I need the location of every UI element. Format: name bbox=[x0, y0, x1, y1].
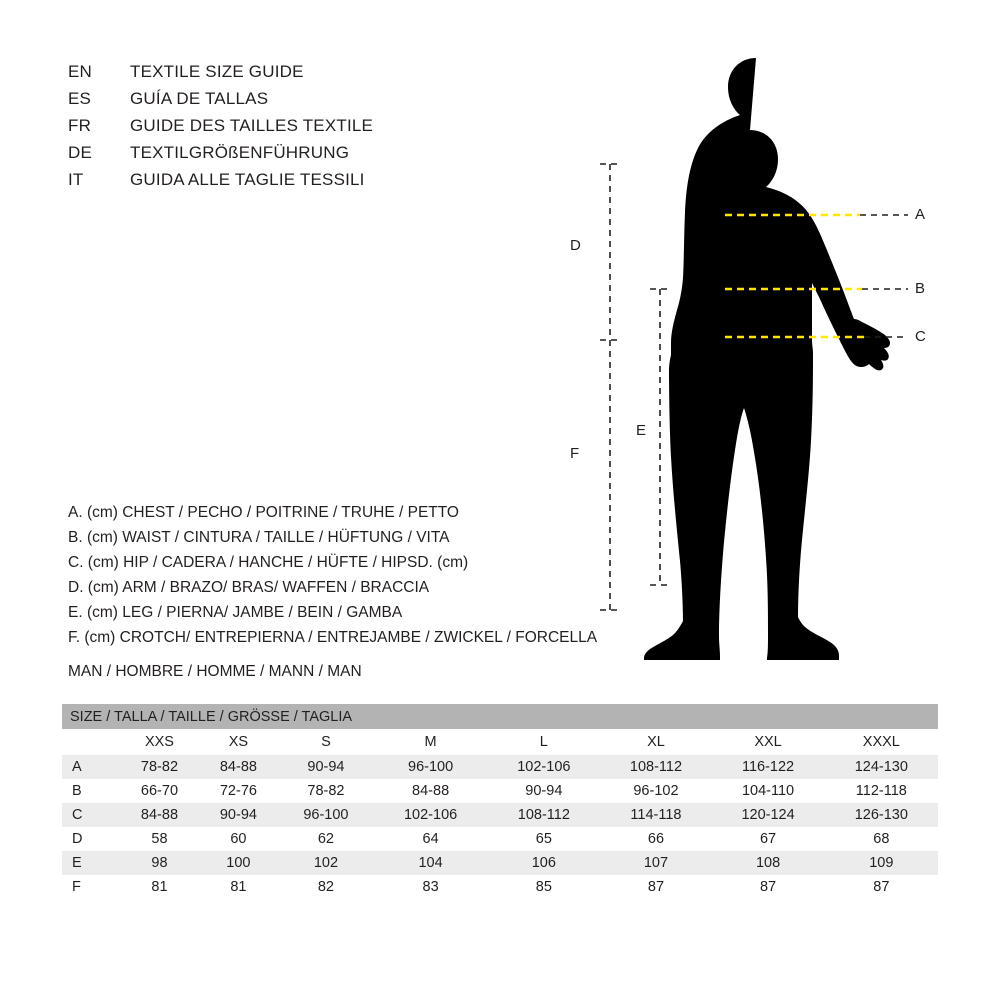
table-cell: 102 bbox=[278, 851, 374, 875]
table-cell: 107 bbox=[600, 851, 711, 875]
size-band-title: SIZE / TALLA / TAILLE / GRÖSSE / TAGLIA bbox=[62, 704, 938, 729]
arm-dimension-bracket bbox=[600, 164, 620, 340]
row-key: D bbox=[62, 827, 120, 851]
table-header-row bbox=[62, 729, 938, 755]
table-cell: 87 bbox=[825, 875, 938, 899]
title-row bbox=[68, 62, 588, 89]
title-block bbox=[68, 62, 588, 197]
dimension-label-e: E bbox=[636, 422, 647, 439]
table-cell: 90-94 bbox=[278, 755, 374, 779]
table-cell: 90-94 bbox=[487, 779, 600, 803]
legend-item: E. (cm) LEG / PIERNA/ JAMBE / BEIN / GAMBA bbox=[68, 604, 403, 621]
table-cell: 96-100 bbox=[278, 803, 374, 827]
table-row bbox=[62, 827, 938, 851]
table-row bbox=[62, 755, 938, 779]
table-cell: 84-88 bbox=[374, 779, 487, 803]
legend-item: C. (cm) HIP / CADERA / HANCHE / HÜFTE / HIPSD. (cm) bbox=[68, 554, 469, 571]
table-cell: 108-112 bbox=[600, 755, 711, 779]
title-row bbox=[68, 170, 588, 197]
table-cell: 108-112 bbox=[487, 803, 600, 827]
row-key: C bbox=[62, 803, 120, 827]
table-cell: 102-106 bbox=[374, 803, 487, 827]
table-cell: 83 bbox=[374, 875, 487, 899]
table-cell: 112-118 bbox=[825, 779, 938, 803]
table-cell: 82 bbox=[278, 875, 374, 899]
table-cell: 64 bbox=[374, 827, 487, 851]
table-band-row bbox=[62, 704, 938, 729]
table-cell: 114-118 bbox=[600, 803, 711, 827]
table-cell: 84-88 bbox=[120, 803, 199, 827]
language-code: ES bbox=[68, 89, 92, 108]
column-header: S bbox=[278, 729, 374, 755]
table-cell: 66-70 bbox=[120, 779, 199, 803]
language-code: EN bbox=[68, 62, 93, 81]
table-cell: 98 bbox=[120, 851, 199, 875]
title-text: TEXTILGRÖßENFÜHRUNG bbox=[130, 143, 350, 162]
title-row bbox=[68, 116, 588, 143]
table-cell: 81 bbox=[199, 875, 278, 899]
table-cell: 109 bbox=[825, 851, 938, 875]
table-cell: 106 bbox=[487, 851, 600, 875]
gender-label: MAN / HOMBRE / HOMME / MANN / MAN bbox=[68, 663, 362, 680]
column-header bbox=[62, 729, 120, 755]
column-header: XXL bbox=[711, 729, 824, 755]
table-cell: 87 bbox=[711, 875, 824, 899]
table-row bbox=[62, 803, 938, 827]
table-cell: 60 bbox=[199, 827, 278, 851]
dimension-label-d: D bbox=[570, 237, 581, 254]
row-key: F bbox=[62, 875, 120, 899]
table-cell: 120-124 bbox=[711, 803, 824, 827]
row-key: E bbox=[62, 851, 120, 875]
column-header: XXXL bbox=[825, 729, 938, 755]
table-cell: 62 bbox=[278, 827, 374, 851]
legend-item: A. (cm) CHEST / PECHO / POITRINE / TRUHE / PETTO bbox=[68, 504, 459, 521]
column-header: XXS bbox=[120, 729, 199, 755]
man-silhouette-icon bbox=[644, 58, 890, 660]
table-cell: 124-130 bbox=[825, 755, 938, 779]
table-cell: 102-106 bbox=[487, 755, 600, 779]
table-cell: 108 bbox=[711, 851, 824, 875]
table-cell: 72-76 bbox=[199, 779, 278, 803]
title-row bbox=[68, 143, 588, 170]
row-key: B bbox=[62, 779, 120, 803]
table-cell: 81 bbox=[120, 875, 199, 899]
table-row bbox=[62, 779, 938, 803]
title-row bbox=[68, 89, 588, 116]
table-cell: 96-102 bbox=[600, 779, 711, 803]
table-cell: 100 bbox=[199, 851, 278, 875]
row-key: A bbox=[62, 755, 120, 779]
table-cell: 126-130 bbox=[825, 803, 938, 827]
callout-label-a: A bbox=[915, 206, 926, 223]
column-header: XS bbox=[199, 729, 278, 755]
title-text: GUIDA ALLE TAGLIE TESSILI bbox=[130, 170, 365, 189]
table-cell: 58 bbox=[120, 827, 199, 851]
language-code: IT bbox=[68, 170, 84, 189]
table-cell: 66 bbox=[600, 827, 711, 851]
table-cell: 68 bbox=[825, 827, 938, 851]
table-cell: 78-82 bbox=[278, 779, 374, 803]
table-cell: 104-110 bbox=[711, 779, 824, 803]
table-cell: 67 bbox=[711, 827, 824, 851]
table-cell: 104 bbox=[374, 851, 487, 875]
title-text: GUÍA DE TALLAS bbox=[130, 89, 269, 108]
size-table bbox=[62, 704, 938, 899]
table-row bbox=[62, 851, 938, 875]
table-cell: 96-100 bbox=[374, 755, 487, 779]
column-header: XL bbox=[600, 729, 711, 755]
table-cell: 84-88 bbox=[199, 755, 278, 779]
table-cell: 116-122 bbox=[711, 755, 824, 779]
legend-list bbox=[68, 500, 668, 650]
table-cell: 85 bbox=[487, 875, 600, 899]
column-header: M bbox=[374, 729, 487, 755]
language-code: DE bbox=[68, 143, 93, 162]
title-text: GUIDE DES TAILLES TEXTILE bbox=[130, 116, 374, 135]
dimension-label-f: F bbox=[570, 445, 580, 462]
table-cell: 65 bbox=[487, 827, 600, 851]
legend-item: B. (cm) WAIST / CINTURA / TAILLE / HÜFTUNG / VITA bbox=[68, 529, 450, 546]
title-text: TEXTILE SIZE GUIDE bbox=[130, 62, 304, 81]
table-cell: 90-94 bbox=[199, 803, 278, 827]
legend-item: D. (cm) ARM / BRAZO/ BRAS/ WAFFEN / BRACCIA bbox=[68, 579, 430, 596]
callout-label-b: B bbox=[915, 280, 926, 297]
callout-label-c: C bbox=[915, 328, 926, 345]
column-header: L bbox=[487, 729, 600, 755]
language-code: FR bbox=[68, 116, 92, 135]
table-cell: 87 bbox=[600, 875, 711, 899]
table-row bbox=[62, 875, 938, 899]
table-cell: 78-82 bbox=[120, 755, 199, 779]
legend-item: F. (cm) CROTCH/ ENTREPIERNA / ENTREJAMBE / ZWICKEL / FORCELLA bbox=[68, 629, 598, 646]
